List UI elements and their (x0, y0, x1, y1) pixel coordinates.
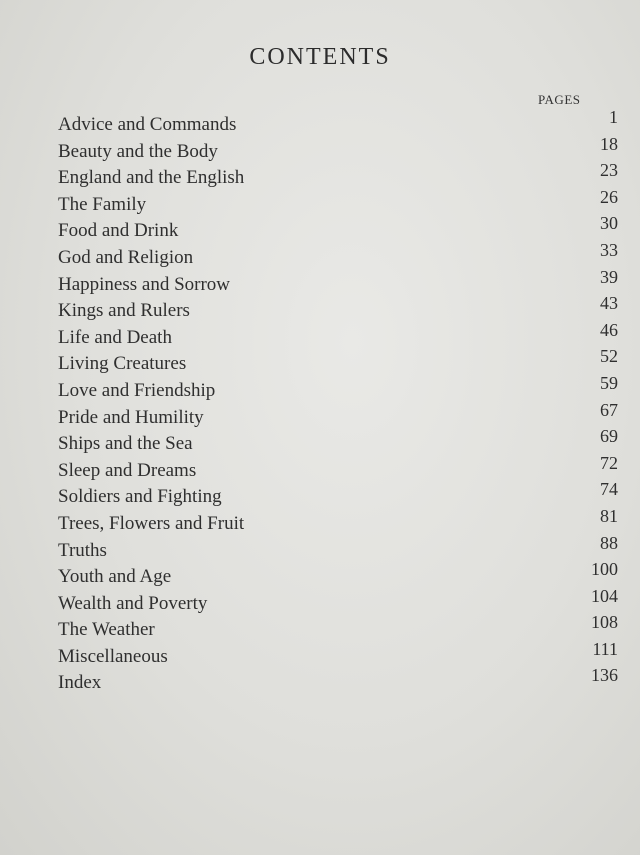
contents-entry: Wealth and Poverty (58, 592, 208, 614)
page-number: 67 (600, 399, 618, 420)
pages-column-header: PAGES (538, 92, 581, 107)
contents-entry: Beauty and the Body (58, 140, 218, 162)
page-number: 88 (600, 532, 618, 553)
contents-entry: Pride and Humility (58, 406, 204, 428)
contents-entry: Happiness and Sorrow (58, 273, 231, 295)
contents-entry: The Family (58, 193, 147, 215)
contents-entry: Food and Drink (58, 220, 179, 242)
contents-list (58, 112, 244, 697)
page-title: CONTENTS (249, 44, 391, 70)
page-number: 33 (600, 239, 618, 260)
contents-entry: Ships and the Sea (58, 433, 193, 455)
contents-entry: Youth and Age (58, 566, 172, 588)
page-number: 26 (600, 186, 618, 207)
contents-entry: England and the English (58, 167, 245, 189)
contents-entry: Advice and Commands (58, 114, 237, 135)
contents-entry: Love and Friendship (58, 379, 216, 401)
contents-entry: Living Creatures (58, 353, 187, 375)
page-number-list (591, 104, 618, 689)
contents-entry: Truths (58, 539, 107, 561)
page-number: 1 (609, 107, 618, 127)
page-number: 43 (600, 293, 618, 314)
page-number: 104 (591, 585, 618, 606)
page-number: 52 (600, 346, 618, 367)
contents-entry: Kings and Rulers (58, 300, 190, 322)
page-number: 108 (591, 612, 618, 633)
page-number: 81 (600, 505, 618, 526)
contents-entry: The Weather (58, 619, 155, 641)
page-number: 111 (592, 638, 618, 659)
contents-entry: Soldiers and Fighting (58, 486, 222, 508)
page-number: 30 (600, 213, 618, 234)
page-number: 23 (600, 160, 618, 181)
page-number: 46 (600, 319, 618, 340)
contents-entry: Sleep and Dreams (58, 459, 197, 481)
page-number: 69 (600, 426, 618, 447)
contents-entry: Life and Death (58, 326, 172, 348)
contents-entry: Miscellaneous (58, 645, 168, 667)
contents-entry: Index (58, 672, 102, 694)
contents-entry: Trees, Flowers and Fruit (58, 512, 245, 534)
page-number: 59 (600, 372, 618, 393)
page-number: 39 (600, 266, 618, 287)
page-number: 72 (600, 452, 618, 473)
page-number: 136 (591, 665, 618, 686)
page-number: 74 (600, 479, 618, 500)
contents-entry: God and Religion (58, 246, 194, 268)
page-number: 18 (600, 133, 618, 154)
page-number: 100 (591, 559, 618, 580)
